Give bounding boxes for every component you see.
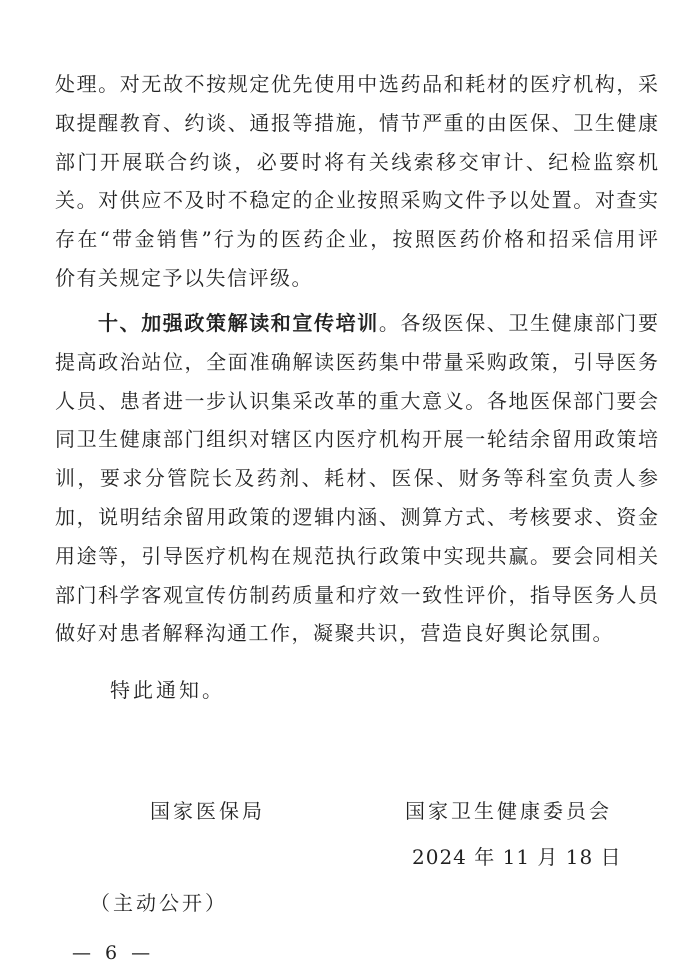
- text-line: 做好对患者解释沟通工作，凝聚共识，营造良好舆论氛围。: [55, 621, 614, 646]
- text-line: 人员、患者进一步认识集采改革的重大意义。各地医保部门要会: [55, 388, 658, 413]
- text-line: 部门科学客观宣传仿制药质量和疗效一致性评价，指导医务人员: [55, 582, 658, 607]
- closing-text: 特此通知。: [110, 678, 225, 702]
- text-line: 关。对供应不及时不稳定的企业按照采购文件予以处置。对查实: [55, 188, 658, 213]
- issuer-left: 国家医保局: [150, 799, 265, 823]
- text-line: 存在“带金销售”行为的医药企业，按照医药价格和招采信用评: [55, 227, 658, 252]
- issuer-right: 国家卫生健康委员会: [405, 799, 612, 823]
- text-line: 取提醒教育、约谈、通报等措施，情节严重的由医保、卫生健康: [55, 110, 658, 135]
- text-line: 同卫生健康部门组织对辖区内医疗机构开展一轮结余留用政策培: [55, 427, 658, 452]
- text-line: [55, 304, 658, 343]
- text-line: 价有关规定予以失信评级。: [55, 265, 313, 290]
- disclosure-note: （主动公开）: [90, 891, 228, 915]
- text-line: 提高政治站位，全面准确解读医药集中带量采购政策，引导医务: [55, 349, 658, 374]
- page-number: — 6 —: [72, 942, 155, 964]
- section-heading: 十、加强政策解读和宣传培训: [98, 311, 379, 335]
- paragraph-1: [55, 65, 658, 298]
- text-line: 用途等，引导医疗机构在规范执行政策中实现共赢。要会同相关: [55, 543, 658, 568]
- text-line: 处理。对无故不按规定优先使用中选药品和耗材的医疗机构，采: [55, 72, 658, 96]
- text-fragment: 。各级医保、卫生健康部门要: [378, 311, 659, 335]
- issue-date: 2024 年 11 月 18 日: [412, 845, 622, 869]
- text-line: 加，说明结余留用政策的逻辑内涵、测算方式、考核要求、资金: [55, 504, 658, 529]
- text-line: 训，要求分管院长及药剂、耗材、医保、财务等科室负责人参: [55, 466, 658, 491]
- text-line: 部门开展联合约谈，必要时将有关线索移交审计、纪检监察机: [55, 149, 658, 174]
- paragraph-2: [55, 304, 658, 653]
